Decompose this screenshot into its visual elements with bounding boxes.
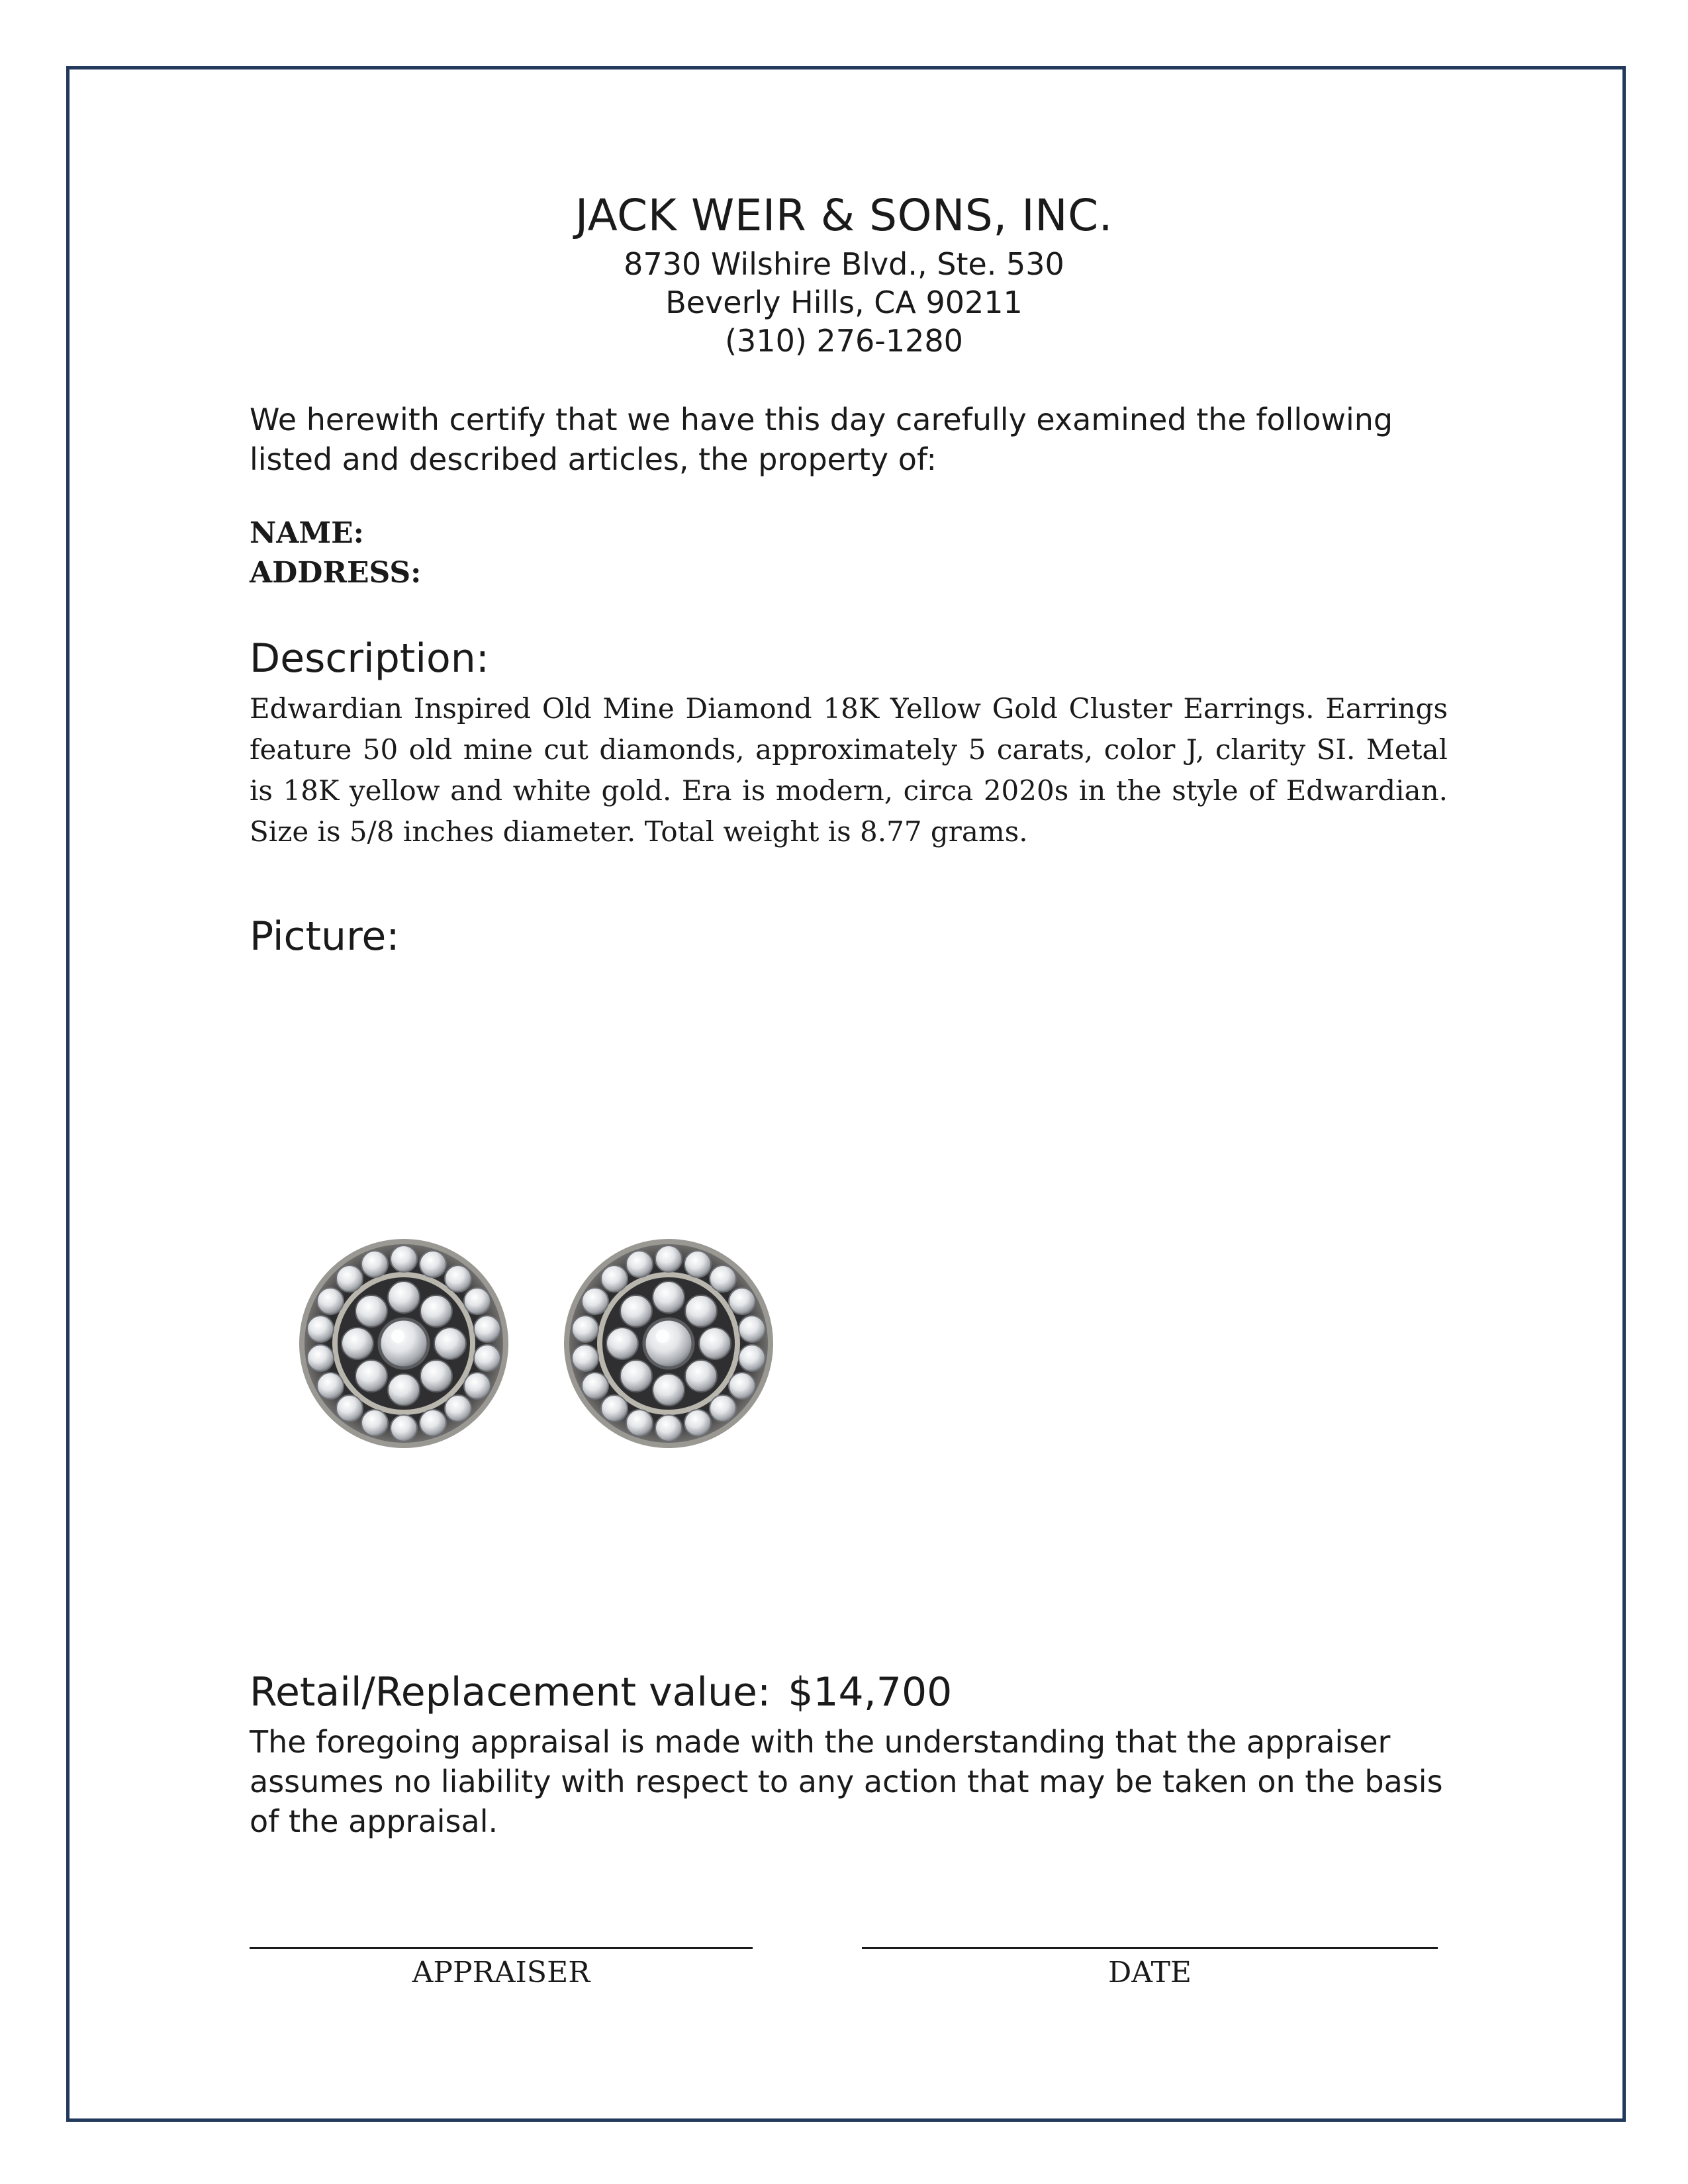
retail-value-label: Retail/Replacement value: bbox=[250, 1669, 771, 1715]
picture-heading: Picture: bbox=[250, 913, 400, 960]
retail-value-amount: $14,700 bbox=[788, 1669, 953, 1715]
earrings-photo bbox=[291, 1224, 808, 1469]
left-earring bbox=[299, 1239, 508, 1448]
company-city-state-zip: Beverly Hills, CA 90211 bbox=[665, 285, 1023, 320]
liability-disclaimer: The foregoing appraisal is made with the understanding that the appraiser assumes no liability with respect to any action that may be taken on the basis of the appraisal. bbox=[250, 1724, 1443, 1839]
company-phone: (310) 276-1280 bbox=[725, 323, 963, 359]
certification-statement: We herewith certify that we have this day carefully examined the following listed and described articles, the property of: bbox=[250, 402, 1393, 477]
company-name: JACK WEIR & SONS, INC. bbox=[575, 190, 1113, 241]
address-label: ADDRESS: bbox=[250, 556, 422, 590]
retail-value-line bbox=[250, 1669, 1448, 1715]
date-signature-line bbox=[862, 1947, 1438, 1949]
appraiser-label: APPRAISER bbox=[412, 1956, 590, 1989]
name-label: NAME: bbox=[250, 516, 364, 550]
description-heading: Description: bbox=[250, 635, 489, 682]
appraiser-signature-line bbox=[250, 1947, 753, 1949]
description-text: Edwardian Inspired Old Mine Diamond 18K Yellow Gold Cluster Earrings. Earrings feature 50 old mine cut diamonds, approximately 5 carats, color J, clarity SI. Metal is 18K yellow and white gold. Era is modern, circa 2020s in the style of Edwardian. Size is 5/8 inches diameter. Total weight is 8.77 grams. bbox=[250, 692, 1448, 848]
company-street-address: 8730 Wilshire Blvd., Ste. 530 bbox=[624, 246, 1064, 282]
right-earring bbox=[564, 1239, 773, 1448]
date-label: DATE bbox=[1107, 1956, 1192, 1989]
